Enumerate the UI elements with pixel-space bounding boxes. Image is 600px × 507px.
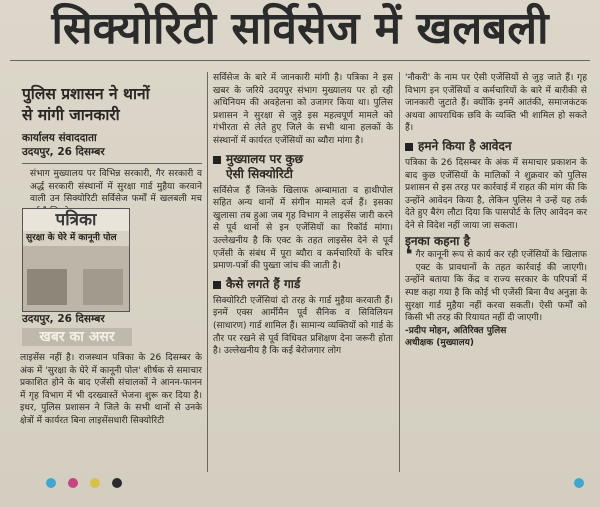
col3-paragraph-2: पत्रिका के 26 दिसम्बर के अंक में समाचार प्रकाशन के बाद कुछ एजेंसियों के मालिकों ने शुक्रवार को पुलिस प्रशासन से इस तरह पर कार्रवाई में राहत की मांग की कि उन्होंने आवेदन किया है, लेकिन पुलिस ने उन्हें यह तर्क देते हुए बैरंग लौटा दिया कि पासपोर्ट के लिए आवेदन कर देने से विदेश नहीं जाया जा सकता। — [405, 157, 587, 231]
quote-mark-icon: ❛ — [405, 243, 413, 269]
col2-section-heading-1 — [213, 152, 393, 182]
column-3 — [405, 72, 587, 472]
inset-headline: सुरक्षा के घेरे में कानूनी पोल — [23, 231, 129, 246]
col3-quote-text: गैर कानूनी रूप से कार्य कर रही एजेंसियों के खिलाफ एक्ट के प्रावधानों के तहत कार्रवाई की जाएगी। उन्होंने बताया कि केंद्र व राज्य सरकार के परिपत्रों में स्पष्ट कहा गया है कि कोई भी एजेंसी बिना वैध अनुज्ञा के सुरक्षा गार्ड मुहैया नहीं करवा सकती। ऐसी फर्मों को किसी भी तरह की रियायत नहीं दी जाएगी। — [405, 250, 587, 324]
registration-dot-yellow — [90, 478, 100, 488]
col3-quote-block — [405, 243, 587, 325]
subheadline-line2: से मांगी जानकारी — [22, 106, 120, 124]
impact-label: खबर का असर — [22, 328, 132, 346]
col3-signature-line2: अधीक्षक (मुख्यालय) — [405, 338, 474, 349]
registration-dot-magenta — [68, 478, 78, 488]
col2-paragraph-1: सर्विसेज के बारे में जानकारी मांगी है। पत्रिका ने इस खबर के जरिये उदयपुर संभाग मुख्यालय पर हो रही अधिनियम की अवहेलना को उजागर किया था। पुलिस प्रशासन ने सुरक्षा से जुड़े इस महत्वपूर्ण मामले को गंभीरता से लेते हुए जिले के सभी थाना हलकों के संस्थानों में कार्यरत एजेंसियों का ब्यौरा मांगा है। — [213, 73, 393, 146]
column-divider — [207, 72, 208, 472]
inset-masthead: पत्रिका — [23, 209, 129, 231]
registration-dot-black — [112, 478, 122, 488]
col3-section-1-title: हमने किया है आवेदन — [418, 138, 512, 153]
column-divider — [399, 72, 400, 472]
col3-signature-line1: -प्रदीप मोहन, अतिरिक्त पुलिस — [405, 325, 507, 336]
col2-section-2-title: कैसे लगते हैं गार्ड — [226, 276, 301, 291]
headline-rule — [10, 60, 590, 61]
byline-rule — [22, 163, 202, 164]
col2-paragraph-2: सर्विसेज हैं जिनके खिलाफ अम्बामाता व हाथीपोल सहित अन्य थानों में संगीन मामले दर्ज हैं। इसका खुलासा तब हुआ जब गृह विभाग ने लाइसेंस जारी करने से पूर्व थानों से इन एजेंसियों का रिकॉर्ड मांगा। उल्लेखनीय है कि एक्ट के तहत लाइसेंस देने से पूर्व एजेंसी के संबंध में पूरा ब्यौरा व कर्मचारियों के चरित्र प्रमाण-पत्रों की पुख्ता जांच की जाती है। — [213, 185, 393, 272]
byline-office: कार्यालय संवाददाता — [22, 132, 97, 144]
col3-quote-heading: इनका कहना है — [405, 233, 470, 248]
inset-photo — [83, 269, 123, 305]
col2-section-1-title-line1: मुख्यालय पर कुछ — [226, 151, 304, 166]
column-2 — [213, 72, 393, 472]
square-bullet-icon — [213, 156, 221, 164]
square-bullet-icon — [213, 281, 221, 289]
col2-paragraph-3: सिक्योरिटी एजेंसियां दो तरह के गार्ड मुहैया करवाती हैं। इनमें एक्स आर्मीमैन पूर्व सैनिक व सिविलियन (साधारण) गार्ड शामिल हैं। सामान्य व्यक्तियों को गार्ड के तौर पर रखने से पूर्व विधिवत प्रशिक्षण देना जरूरी होता है। उल्लेखनीय है कि कई बेरोजगार लोग — [213, 295, 393, 357]
col1-intro-top — [30, 168, 202, 208]
inset-clipping — [22, 208, 130, 312]
col1-body-text: लाइसेंस नहीं है। राजस्थान पत्रिका के 26 दिसम्बर के अंक में 'सुरक्षा के घेरे में कानूनी पोल' शीर्षक से समाचार प्रकाशित होने के बाद एजेंसी संचालकों ने आनन-फानन में गृह विभाग में भी दरख्वास्तें भेजना शुरू कर दिया है। इधर, पुलिस प्रशासन ने जिले के सभी थानों से उनके क्षेत्रों में कार्यरत बिना लाइसेंसधारी सिक्योरिटी — [20, 353, 202, 426]
main-headline: सिक्योरिटी सर्विसेज में खलबली — [51, 3, 549, 54]
col1-body — [20, 352, 202, 472]
col3-paragraph-1: 'नौकरी' के नाम पर ऐसी एजेंसियों से जुड़ जाते हैं। गृह विभाग इन एजेंसियों व कर्मचारियों के बारे में बारीकी से जानकारी जुटाते हैं। क्योंकि इनमें आतंकी, समाजकंटक अथवा आपराधिक छवि के व्यक्ति भी शामिल हो सकते हैं। — [405, 73, 587, 134]
col2-section-1-title-line2: ऐसी सिक्योरिटी — [226, 166, 293, 181]
inset-caption: उदयपुर, 26 दिसम्बर — [22, 313, 105, 325]
square-bullet-icon — [405, 143, 413, 151]
inset-photo — [27, 269, 67, 305]
col3-section-heading-1 — [405, 139, 587, 154]
registration-dot-cyan — [574, 478, 584, 488]
subheadline-line1: पुलिस प्रशासन ने थानों — [22, 85, 150, 103]
byline-dateline: उदयपुर, 26 दिसम्बर — [22, 146, 105, 158]
col1-intro: संभाग मुख्यालय पर विभिन्न सरकारी, गैर सरकारी व अर्द्ध सरकारी संस्थानों में सुरक्षा गार्ड मुहैया करवाने वाली उन सिक्योरिटी सर्विसेज फर्मों में खलबली मच — [30, 169, 202, 205]
col2-section-heading-2 — [213, 277, 393, 292]
registration-dot-cyan — [46, 478, 56, 488]
